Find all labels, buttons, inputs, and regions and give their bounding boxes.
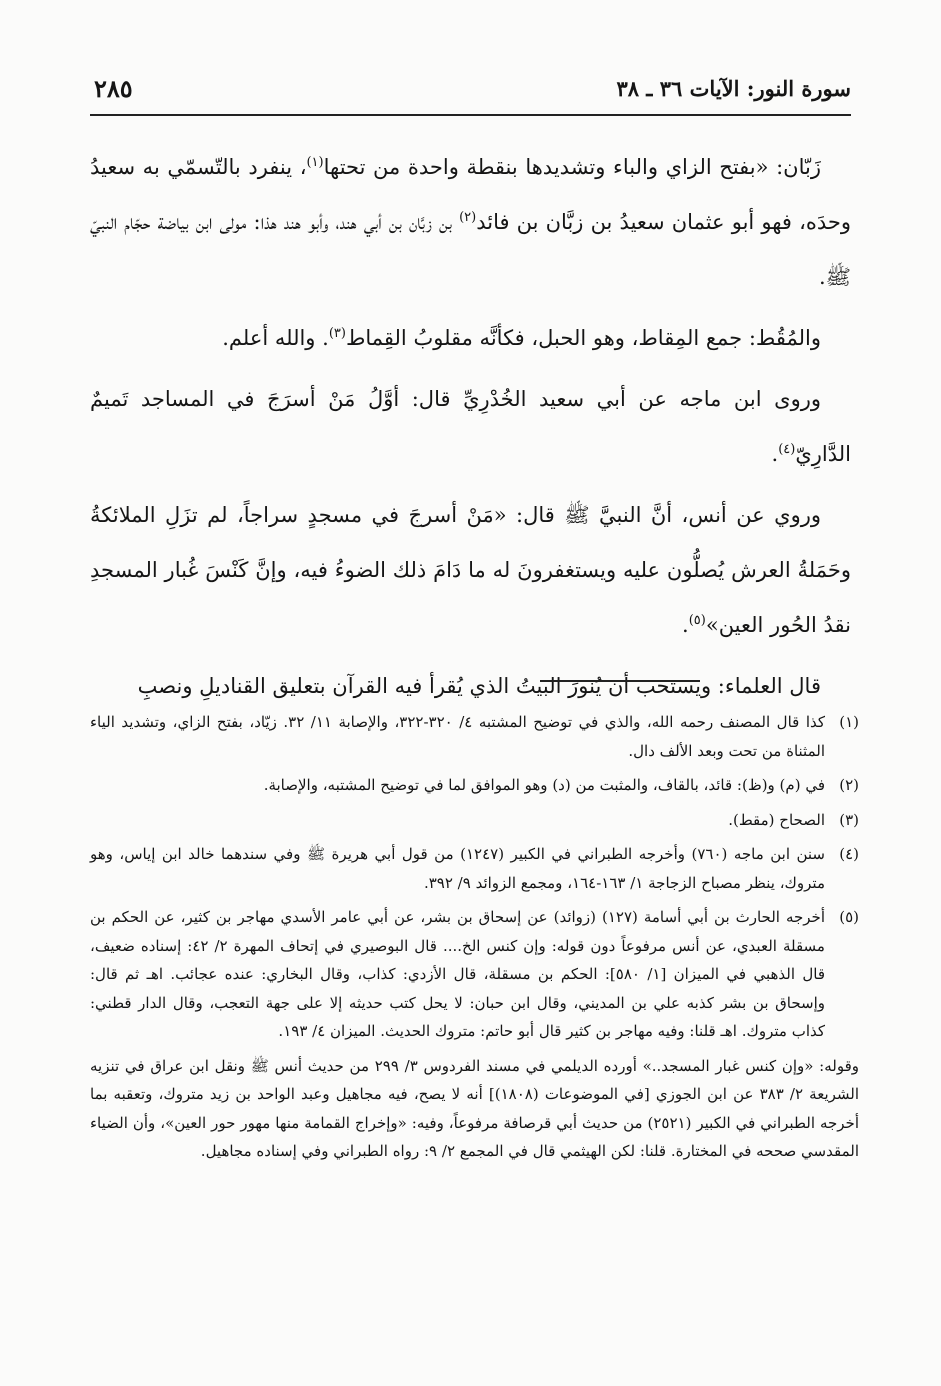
footnote xyxy=(90,903,859,1046)
footnotes xyxy=(90,708,859,1166)
footnote xyxy=(90,771,859,800)
paragraph-text: وروى ابن ماجه عن أبي سعيد الخُدْرِيِّ قال: أوَّلُ مَنْ أسرَجَ في المساجد تَميمٌ الدَّارِيّ xyxy=(90,387,851,466)
running-header xyxy=(90,66,851,116)
paragraph xyxy=(90,140,851,305)
footnote-text: أخرجه الحارث بن أبي أسامة (١٢٧) (زوائد) عن إسحاق بن بشر، عن أبي عامر الأسدي مهاجر بن كثير، عن الحكم بن مسقلة العبدي، عن أنس مرفوعاً دون قوله: وإن كنس الخ.... قال البوصيري في إتحاف المهرة ٢/ ٤٢: إسناده ضعيف، قال الذهبي في الميزان [١/ ٥٨٠]: الحكم بن مسقلة، قال الأزدي: كذاب، وقال البخاري: عنده عجائب. اهـ ثم قال: وإسحاق بن بشر كذبه علي بن المديني، وقال ابن حبان: لا يحل كتب حديثه إلا على جهة التعجب، وقال الدار قطني: كذاب متروك. اهـ قلنا: وفيه مهاجر بن كثير قال أبو حاتم: متروك الحديث. الميزان ٤/ ١٩٣. xyxy=(90,908,826,1040)
paragraph xyxy=(90,311,851,366)
paragraph-text: ، ينفرد بالتّسمّي به سعيدُ وحدَه، فهو أبو عثمان سعيدُ بن زبَّان بن فائد xyxy=(90,155,852,234)
footnote-number: (٣) xyxy=(839,810,859,829)
paragraph-text: . والله أعلم. xyxy=(222,326,329,350)
footnote-ref: (٣) xyxy=(328,326,346,341)
paragraph xyxy=(90,372,851,482)
main-text xyxy=(90,140,851,720)
paragraph-text: . xyxy=(771,442,779,466)
paragraph-text: قال العلماء: ويستحب أن يُنورَ البيتُ الذي يُقرأ فيه القرآن بتعليق القناديلِ ونصبِ xyxy=(137,674,821,698)
footnote-number: (٢) xyxy=(839,776,859,794)
paragraph-text: بن زبَّان بن أبي هند، وأبو هند هذا: مولى ابن بياضة حجّام النبيّ ﷺ. xyxy=(90,210,851,289)
footnote-separator xyxy=(540,680,700,682)
header-title: سورة النور: الآيات ٣٦ ـ ٣٨ xyxy=(616,76,851,101)
footnote xyxy=(90,806,859,835)
paragraph-text: والمُقُط: جمع المِقاط، وهو الحبل، فكأنَّه مقلوبُ القِماط xyxy=(345,326,821,350)
footnote-ref: (٢) xyxy=(459,210,477,225)
footnote-number: (٤) xyxy=(839,845,859,863)
footnote-ref: (٤) xyxy=(778,442,796,457)
footnote xyxy=(90,840,859,897)
paragraph-text: زَبّان: «بفتح الزاي والباء وتشديدها بنقطة واحدة من تحتها xyxy=(323,155,821,179)
footnote-number: (٥) xyxy=(839,908,859,926)
footnote-ref: (٥) xyxy=(688,613,706,628)
paragraph xyxy=(90,488,851,653)
paragraph-text: وروي عن أنس، أنَّ النبيَّ ﷺ قال: «مَنْ أسرجَ في مسجدٍ سراجاً، لم تزَلِ الملائكةُ وحَمَلةُ العرش يُصلُّون عليه ويستغفرونَ له ما دَامَ ذلك الضوءُ فيه، وإنَّ كَنْسَ غُبار المسجدِ نقدُ الحُور العين» xyxy=(90,503,851,637)
page-number: ٢٨٥ xyxy=(94,74,133,103)
footnote-ref: (١) xyxy=(306,155,324,170)
footnote-continuation: وقوله: «وإن كنس غبار المسجد..» أورده الديلمي في مسند الفردوس ٣/ ٢٩٩ من حديث أنس ﷺ ونقل ابن عراق في تنزيه الشريعة ٢/ ٣٨٣ عن ابن الجوزي [في الموضوعات (١٨٠٨)] أنه لا يصح، فيه مجاهيل وعبد الواحد بن زيد متروك، وتعقبه بما أخرجه الطبراني في الكبير (٢٥٢١) من حديث أبي قرصافة مرفوعاً، وفيه: «وإخراج القمامة منها مهور حور العين»، وأن الضياء المقدسي صححه في المختارة. قلنا: لكن الهيثمي قال في المجمع ٢/ ٩: رواه الطبراني وفي إسناده مجاهيل. xyxy=(90,1056,860,1160)
footnote xyxy=(90,708,859,765)
paragraph-text: . xyxy=(682,613,689,637)
footnote-text: كذا قال المصنف رحمه الله، والذي في توضيح المشتبه ٤/ ٣٢٠-٣٢٢، والإصابة ١١/ ٣٢. زيّاد، بفتح الزاي، وتشديد الياء المثناة من تحت وبعد الألف دال. xyxy=(90,713,825,760)
footnote-number: (١) xyxy=(839,713,859,731)
footnote-text: سنن ابن ماجه (٧٦٠) وأخرجه الطبراني في الكبير (١٢٤٧) من قول أبي هريرة ﷺ وفي سندهما خالد ابن إياس، وهو متروك، ينظر مصباح الزجاجة ١/ ١٦٣-١٦٤، ومجمع الزوائد ٩/ ٣٩٢. xyxy=(90,845,825,892)
footnote-text: في (م) و(ظ): قائد، بالقاف، والمثبت من (د) وهو الموافق لما في توضيح المشتبه، والإصابة. xyxy=(263,776,825,794)
footnote-text: الصحاح (مقط). xyxy=(728,810,825,829)
paragraph xyxy=(90,659,851,714)
